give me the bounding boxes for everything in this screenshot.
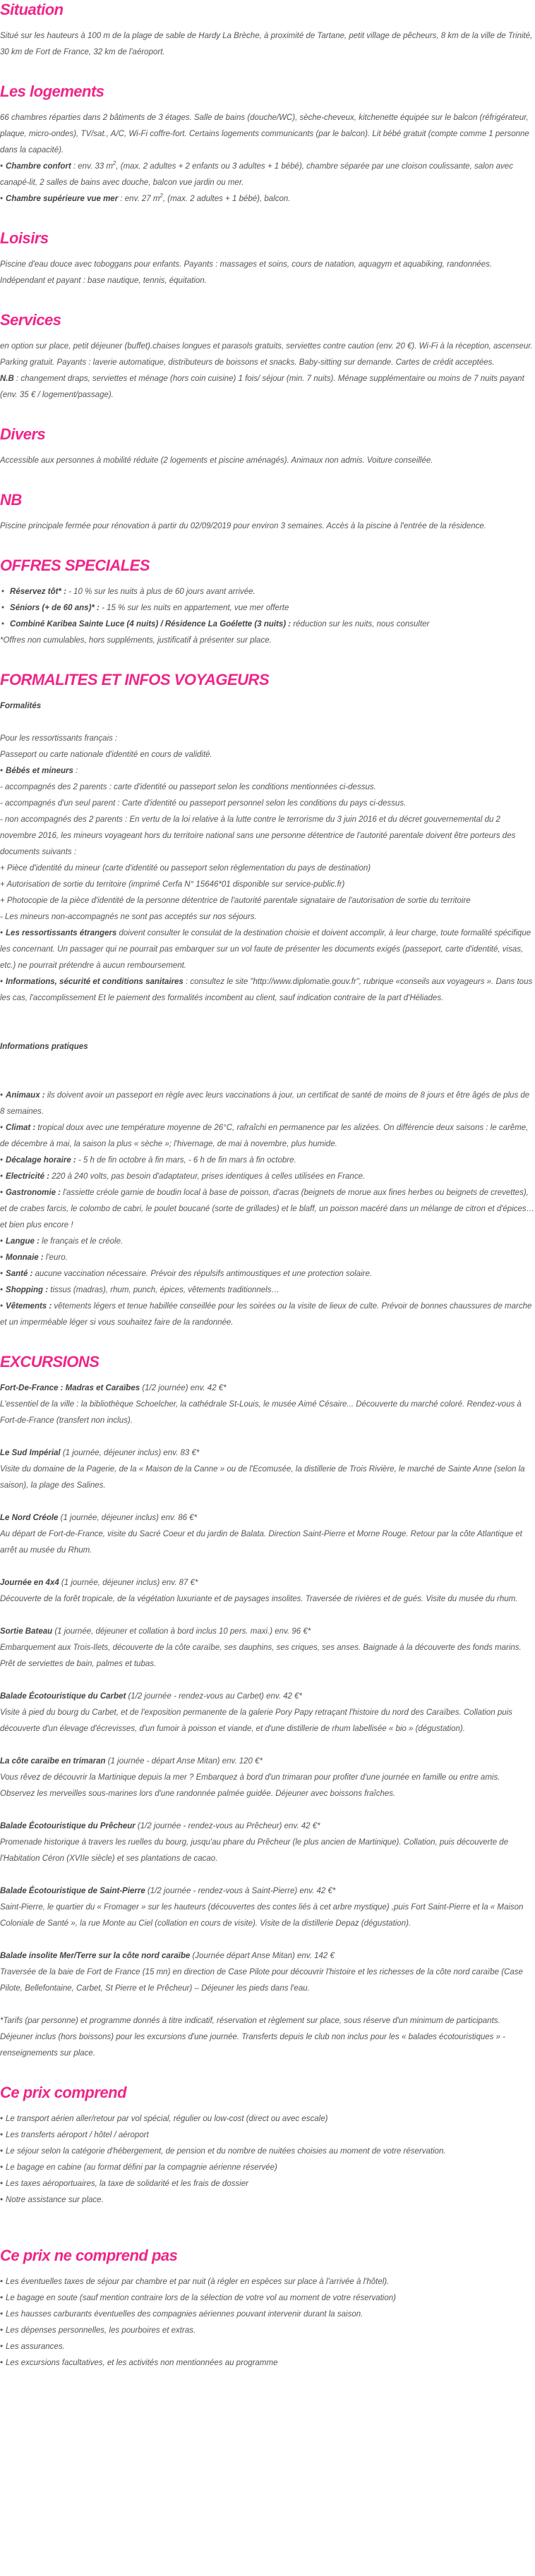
pratique-text: 220 à 240 volts, pas besoin d'adaptateur, prises identiques à celles utilisées en France. (49, 1172, 366, 1181)
excursion-item (0, 1624, 535, 1672)
nb-text: : changement draps, serviettes et ménage (hors coin cuisine) 1 fois/ séjour (min. 7 nuits). Ménage supplémentaire ou moins de 7 nuits payant (env. 35 € / logement/passage). (0, 375, 524, 399)
section-excursions (0, 1352, 535, 2062)
excursion-header (0, 1818, 535, 1835)
excursion-desc: Vous rêvez de découvrir la Martinique depuis la mer ? Embarquez à bord d'un trimaran pour profiter d'une journée en famille ou entre amis. Observez les merveilles sous-marines lors d'une randonnée palmée guidée. Déjeuner avec boissons fraîches. (0, 1773, 500, 1798)
etrangers-label: Les ressortissants étrangers (6, 929, 117, 937)
room-item (0, 159, 535, 191)
pratique-label: Climat : (6, 1124, 36, 1132)
excursion-meta: (1 journée, déjeuner inclus) env. 86 €* (58, 1514, 198, 1522)
spacer (0, 1023, 535, 1039)
services-nb (0, 371, 535, 403)
excursion-desc: Au départ de Fort-de-France, visite du Sacré Coeur et du jardin de Balata. Direction Saint-Pierre et Morne Rouge. Retour par la côte Atlantique et arrêt au musée du Rhum. (0, 1530, 522, 1555)
pratique-item (0, 1266, 535, 1282)
excursion-item (0, 1948, 535, 1997)
bullet-icon (0, 1124, 6, 1132)
excluded-item: • Les assurances. (0, 2339, 535, 2355)
etrangers-info (0, 925, 535, 974)
bullet-icon (0, 929, 6, 937)
bullet-icon (0, 195, 6, 203)
excursion-name: Le Sud Impérial (0, 1449, 61, 1457)
section-services (0, 310, 535, 403)
excursion-header (0, 1510, 535, 1526)
excluded-item: • Les hausses carburants éventuelles des compagnies aériennes pouvant intervenir durant la saison. (0, 2307, 535, 2323)
section-title-formalites: FORMALITES ET INFOS VOYAGEURS (0, 671, 270, 688)
room-name: Chambre supérieure vue mer (6, 195, 119, 203)
excursion-item (0, 1818, 535, 1867)
included-item: • Les transferts aéroport / hôtel / aéroport (0, 2127, 535, 2144)
offer-item (1, 616, 535, 633)
included-item: • Les taxes aéroportuaires, la taxe de solidarité et les frais de dossier (0, 2176, 535, 2192)
spacer (0, 715, 535, 731)
excursion-name: Balade Écotouristique du Carbet (0, 1692, 126, 1701)
section-title-offres: OFFRES SPECIALES (0, 557, 150, 574)
included-item: • Le séjour selon la catégorie d'hébergement, de pension et du nombre de nuitées choisies au moment de votre réservation. (0, 2144, 535, 2160)
excursion-name: Balade Écotouristique de Saint-Pierre (0, 1887, 145, 1895)
pratique-item (0, 1120, 535, 1153)
excursion-meta: (1 journée, déjeuner et collation à bord inclus 10 pers. maxi.) env. 96 €* (52, 1627, 311, 1636)
section-title-nb: NB (0, 491, 22, 509)
bebes-mineurs (0, 763, 535, 779)
excluded-item: • Le bagage en soute (sauf mention contraire lors de la sélection de votre vol au moment de votre réservation) (0, 2290, 535, 2307)
pratique-label: Shopping : (6, 1286, 49, 1294)
minor-line: + Photocopie de la pièce d'identité de la personne détentrice de l'autorité parentale signataire de l'autorisation de sortie du territoire (0, 897, 471, 905)
pratique-text: tissus (madras), rhum, punch, épices, vêtements traditionnels… (48, 1286, 279, 1294)
minor-line: + Pièce d'identité du mineur (carte d'identité ou passeport selon règlementation du pays de destination) (0, 864, 371, 873)
excluded-item: • Les dépenses personnelles, les pourboires et extras. (0, 2323, 535, 2339)
pratique-item (0, 1299, 535, 1331)
offer-item (1, 584, 535, 600)
included-item: • Le bagage en cabine (au format défini par la compagnie aérienne réservée) (0, 2160, 535, 2176)
excursion-name: Le Nord Créole (0, 1514, 59, 1522)
excursion-meta: (1/2 journée - rendez-vous au Prêcheur) env. 42 €* (135, 1822, 320, 1830)
subheading-infos-pratiques: Informations pratiques (0, 1043, 88, 1051)
divers-text: Accessible aux personnes à mobilité réduite (2 logements et piscine aménagés). Animaux non admis. Voiture conseillée. (0, 456, 433, 465)
section-loisirs (0, 229, 535, 289)
section-nb (0, 490, 535, 535)
excursion-header (0, 1380, 535, 1397)
excursions-note: *Tarifs (par personne) et programme donnés à titre indicatif, réservation et règlement sur place, sous réserve d'un minimum de participants. Déjeuner inclus (hors boissons) pour les excursions d'une journée. Transferts depuis le club non inclus pour les « balades écotouristiques » - renseignements sur place. (0, 2017, 506, 2058)
excursion-name: Sortie Bateau (0, 1627, 53, 1636)
offer-item (1, 600, 535, 616)
pratique-text: le français et le créole. (39, 1237, 124, 1246)
pratique-text: aucune vaccination nécessaire. Prévoir des répulsifs antimoustiques et une protection solaire. (32, 1270, 373, 1278)
excursion-header (0, 1445, 535, 1462)
pratique-text: ils doivent avoir un passeport en règle avec leurs vaccinations à jour, un certificat de santé de moins de 8 jours et être âgés de plus de 8 semaines. (0, 1091, 530, 1116)
offer-list (0, 584, 535, 633)
formalites-line: Pour les ressortissants français : (0, 734, 118, 743)
pratique-label: Animaux : (6, 1091, 45, 1100)
bullet-icon (0, 1237, 6, 1246)
bullet-icon (0, 1302, 6, 1311)
minor-line: - accompagnés des 2 parents : carte d'identité ou passeport selon les conditions mentionnées ci-dessus. (0, 783, 376, 791)
excursion-desc: Découverte de la forêt tropicale, de la végétation luxuriante et de paysages insolites. Traversée de rivières et de gués. Visite du musée du rhum. (0, 1595, 518, 1603)
pratique-label: Santé : (6, 1270, 33, 1278)
excursion-header (0, 1575, 535, 1591)
bullet-icon (0, 767, 6, 775)
bullet-icon (0, 978, 6, 986)
pratique-label: Electricité : (6, 1172, 50, 1181)
offer-text: - 10 % sur les nuits à plus de 60 jours avant arrivée. (66, 588, 256, 596)
offer-text: réduction sur les nuits, nous consulter (291, 620, 430, 628)
infos-label: Informations, sécurité et conditions sanitaires (6, 978, 184, 986)
minor-line: - accompagnés d'un seul parent : Carte d'identité ou passeport personnel selon les conditions du pays ci-dessus. (0, 799, 407, 808)
bullet-icon (0, 1286, 6, 1294)
excluded-list (0, 2274, 535, 2371)
minor-line: - non accompagnés des 2 parents : En vertu de la loi relative à la lutte contre le terrorisme du 3 juin 2016 et du décret gouvernemental du 2 novembre 2016, les mineurs voyageant hors du territoire national sans une personne détentrice de l'autorité parentale doivent être porteurs des documents suivants : (0, 815, 516, 856)
minor-line: + Autorisation de sortie du territoire (imprimé Cerfa N° 15646*01 disponible sur service-public.fr) (0, 880, 345, 889)
bullet-icon (0, 1270, 6, 1278)
pratique-item (0, 1153, 535, 1169)
room-item (0, 191, 535, 207)
superscript: 2 (160, 193, 163, 200)
bullet-icon (0, 1189, 6, 1197)
excursion-item (0, 1575, 535, 1608)
excursion-desc: Promenade historique à travers les ruelles du bourg, jusqu'au phare du Prêcheur (le plus ancien de Martinique). Collation, puis découverte de l'Habitation Céron (XVIIe siècle) et ses plantations de cacao. (0, 1838, 509, 1863)
section-title-prix-comprend: Ce prix comprend (0, 2084, 127, 2101)
loisirs-text: Piscine d'eau douce avec toboggans pour enfants. Payants : massages et soins, cours de natation, aquagym et aquabiking, randonnées. Indépendant et payant : base nautique, tennis, équitation. (0, 260, 493, 285)
superscript: 2 (112, 160, 116, 167)
formalites-line: Passeport ou carte nationale d'identité en cours de validité. (0, 751, 212, 759)
room-area: : env. 33 m (71, 162, 113, 171)
offer-text: - 15 % sur les nuits en appartement, vue mer offerte (99, 604, 289, 612)
excursion-header (0, 1624, 535, 1640)
spacer (0, 1071, 535, 1088)
section-title-logements: Les logements (0, 83, 104, 100)
excursion-meta: (1 journée, déjeuner inclus) env. 87 €* (59, 1579, 198, 1587)
offer-label: Réservez tôt* : (10, 588, 66, 596)
excursion-item (0, 1883, 535, 1932)
infos-text: : consultez le site "http://www.diplomatie.gouv.fr", rubrique «conseils aux voyageurs ». Dans tous les cas, l'accomplissement Et le paiement des formalités incombent au client, sauf indication contraire de la part d'Héliades. (0, 978, 533, 1002)
section-formalites (0, 670, 535, 1331)
bullet-icon (0, 1172, 6, 1181)
excursion-meta: (1/2 journée - rendez-vous à Saint-Pierre) env. 42 €* (145, 1887, 336, 1895)
services-text: en option sur place, petit déjeuner (buffet).chaises longues et parasols gratuits, serviettes contre caution (env. 20 €). Wi-Fi à la réception, ascenseur. Parking gratuit. Payants : laverie automatique, distributeurs de boissons et snacks. Baby-sitting sur demande. Cartes de crédit acceptées. (0, 342, 533, 367)
pratique-item (0, 1250, 535, 1266)
bebes-label: Bébés et mineurs (6, 767, 73, 775)
excursion-meta: (1 journée - départ Anse Mitan) env. 120 €* (105, 1757, 263, 1766)
excursion-item (0, 1445, 535, 1494)
section-prix-ne-comprend-pas (0, 2246, 535, 2371)
section-prix-comprend (0, 2083, 535, 2225)
excursion-meta: (1 journée, déjeuner inclus) env. 83 €* (60, 1449, 200, 1457)
excursion-item (0, 1754, 535, 1802)
excluded-item: • Les éventuelles taxes de séjour par chambre et par nuit (à régler en espèces sur place à l'arrivée à l'hôtel). (0, 2274, 535, 2290)
spacer (0, 2209, 535, 2225)
etrangers-text: doivent consulter le consulat de la destination choisie et doivent accomplir, à leur charge, toute formalité spécifique les concernant. Un passager qui ne pourrait pas embarquer sur un vol faute de présenter les documents exigés (passeport, carte d'identité, visas, etc.) ne pourrait prétendre à aucun remboursement. (0, 929, 531, 970)
room-area: : env. 27 m (118, 195, 160, 203)
excursion-name: Fort-De-France : Madras et Caraïbes (0, 1384, 140, 1392)
pratique-label: Vêtements : (6, 1302, 52, 1311)
spacer (0, 1055, 535, 1071)
bullet-icon (0, 1156, 6, 1165)
bullet-icon (0, 162, 6, 171)
securite-info (0, 974, 535, 1007)
section-title-services: Services (0, 311, 61, 329)
pratique-item (0, 1282, 535, 1299)
bullet-icon (0, 1253, 6, 1262)
section-offres (0, 556, 535, 649)
pratique-text: l'euro. (43, 1253, 68, 1262)
room-details: , (max. 2 adultes + 1 bébé), balcon. (162, 195, 291, 203)
pratique-item (0, 1234, 535, 1250)
excursion-item (0, 1380, 535, 1429)
included-item: • Notre assistance sur place. (0, 2192, 535, 2209)
offer-label: Séniors (+ de 60 ans)* : (10, 604, 100, 612)
minor-line: - Les mineurs non-accompagnés ne sont pas acceptés sur nos séjours. (0, 913, 257, 921)
excursion-desc: L'essentiel de la ville : la bibliothèque Schoelcher, la cathédrale St-Louis, le musée Aimé Césaire... Découverte du marché coloré. Rendez-vous à Fort-de-France (transfert non inclus). (0, 1400, 522, 1425)
nb-label: N.B (0, 375, 14, 383)
excursion-desc: Traversée de la baie de Fort de France (15 mn) en direction de Case Pilote pour découvrir l'histoire et les richesses de la côte nord caraïbe (Case Pilote, Bellefontaine, Carbet, St Pierre et le Prêcheur) – Déjeuner les pieds dans l'eau. (0, 1968, 523, 1993)
pratique-item (0, 1185, 535, 1234)
pratique-text: vêtements légers et tenue habillée conseillée pour les soirées ou la visite de lieux de culte. Prévoir de bonnes chaussures de marche et un imperméable léger si vous souhaitez faire de la randonnée. (0, 1302, 532, 1327)
pratique-label: Monnaie : (6, 1253, 44, 1262)
room-details: , (max. 2 adultes + 2 enfants ou 3 adultes + 1 bébé), chambre séparée par une cloison coulissante, salon avec canapé-lit, 2 salles de bains avec douche, balcon vue jardin ou mer. (0, 162, 513, 187)
excursion-name: Balade Écotouristique du Prêcheur (0, 1822, 136, 1830)
section-divers (0, 425, 535, 469)
section-title-situation: Situation (0, 1, 64, 18)
offer-label: Combiné Karibea Sainte Luce (4 nuits) / Résidence La Goélette (3 nuits) : (10, 620, 291, 628)
excursion-item (0, 1689, 535, 1737)
excursion-desc: Visite du domaine de la Pagerie, de la « Maison de la Canne » ou de l'Ecomusée, la distillerie de Trois Rivière, le marché de Sainte Anne (selon la saison), la plage des Salines. (0, 1465, 525, 1490)
excursion-header (0, 1689, 535, 1705)
pratique-text: l'assiette créole garnie de boudin local à base de poisson, d'acras (beignets de morue aux fines herbes ou beignets de crevettes), et de crabes farcis, le colombo de cabri, le poulet boucané (sorte de grillades) et le blaff, un poisson macéré dans un mélange de citron et d'épices… et bien plus encore ! (0, 1189, 535, 1229)
pratique-item (0, 1169, 535, 1185)
excursion-name: La côte caraïbe en trimaran (0, 1757, 106, 1766)
offres-note: *Offres non cumulables, hors suppléments, justificatif à présenter sur place. (0, 636, 272, 645)
excursion-item (0, 1510, 535, 1559)
pratique-label: Gastronomie : (6, 1189, 61, 1197)
excursion-desc: Saint-Pierre, le quartier du « Fromager » sur les hauteurs (découvertes des contes liés à cet arbre mystique) ,puis Fort Saint-Pierre et la « Maison Coloniale de Santé », la rue Monte au Ciel (collation en cours de visite). Visite de la distillerie Depaz (dégustation). (0, 1903, 524, 1928)
subheading-formalites: Formalités (0, 702, 42, 710)
included-item: • Le transport aérien aller/retour par vol spécial, régulier ou low-cost (direct ou avec escale) (0, 2111, 535, 2127)
excursion-header (0, 1948, 535, 1964)
section-situation (0, 0, 535, 61)
excursion-desc: Embarquement aux Trois-Ilets, découverte de la côte caraïbe, ses dauphins, ses criques, ses anses. Baignade à la découverte des fonds marins. Prêt de serviettes de bain, palmes et tubas. (0, 1644, 522, 1668)
excursion-meta: (1/2 journée - rendez-vous au Carbet) env. 42 €* (126, 1692, 303, 1701)
section-title-excursions: EXCURSIONS (0, 1353, 100, 1371)
pratique-item (0, 1088, 535, 1120)
section-logements (0, 82, 535, 207)
excursion-desc: Visite à pied du bourg du Carbet, et de l'exposition permanente de la galerie Pory Papy retraçant l'histoire du nord des Caraïbes. Collation puis découverte d'un élevage d'écrevisses, d'un fumoir à poisson et viande, et d'une distillerie de rhum labellisée « bio » (dégustation). (0, 1708, 512, 1733)
bebes-suffix: : (73, 767, 78, 775)
excursion-meta: (1/2 journée) env. 42 €* (140, 1384, 227, 1392)
pratique-label: Langue : (6, 1237, 40, 1246)
excluded-item: • Les excursions facultatives, et les activités non mentionnées au programme (0, 2355, 535, 2371)
pratique-text: - 5 h de fin octobre à fin mars, - 6 h de fin mars à fin octobre. (76, 1156, 296, 1165)
excursion-header (0, 1754, 535, 1770)
logements-intro: 66 chambres réparties dans 2 bâtiments de 3 étages. Salle de bains (douche/WC), sèche-cheveux, kitchenette équipée sur le balcon (réfrigérateur, plaque, micro-ondes), TV/sat., A/C, Wi-Fi coffre-fort. Certains logements communicants (par le balcon). Lit bébé gratuit (compte comme 1 personne dans la capacité). (0, 114, 529, 154)
situation-text: Situé sur les hauteurs à 100 m de la plage de sable de Hardy La Brèche, à proximité de Tartane, petit village de pêcheurs, 8 km de la ville de Trinité, 30 km de Fort de France, 32 km de l'aéroport. (0, 32, 533, 56)
pratique-text: tropical doux avec une température moyenne de 26°C, rafraîchi en permanence par les alizées. On différencie deux saisons : le carême, de décembre à mai, la saison la plus « sèche »; l'hivernage, de mai à novembre, plus humide. (0, 1124, 529, 1148)
excursion-header (0, 1883, 535, 1900)
section-title-prix-ne-comprend-pas: Ce prix ne comprend pas (0, 2247, 178, 2264)
pratique-label: Décalage horaire : (6, 1156, 76, 1165)
spacer (0, 1007, 535, 1023)
included-list (0, 2111, 535, 2209)
section-title-loisirs: Loisirs (0, 229, 49, 247)
excursion-name: Journée en 4x4 (0, 1579, 59, 1587)
room-name: Chambre confort (6, 162, 71, 171)
nb-text: Piscine principale fermée pour rénovation à partir du 02/09/2019 pour environ 3 semaines. Accès à la piscine à l'entrée de la résidence. (0, 522, 486, 530)
excursion-meta: (Journée départ Anse Mitan) env. 142 € (190, 1952, 335, 1960)
section-title-divers: Divers (0, 425, 46, 443)
excursion-name: Balade insolite Mer/Terre sur la côte nord caraïbe (0, 1952, 191, 1960)
pratiques-list (0, 1088, 535, 1331)
bullet-icon (0, 1091, 6, 1100)
